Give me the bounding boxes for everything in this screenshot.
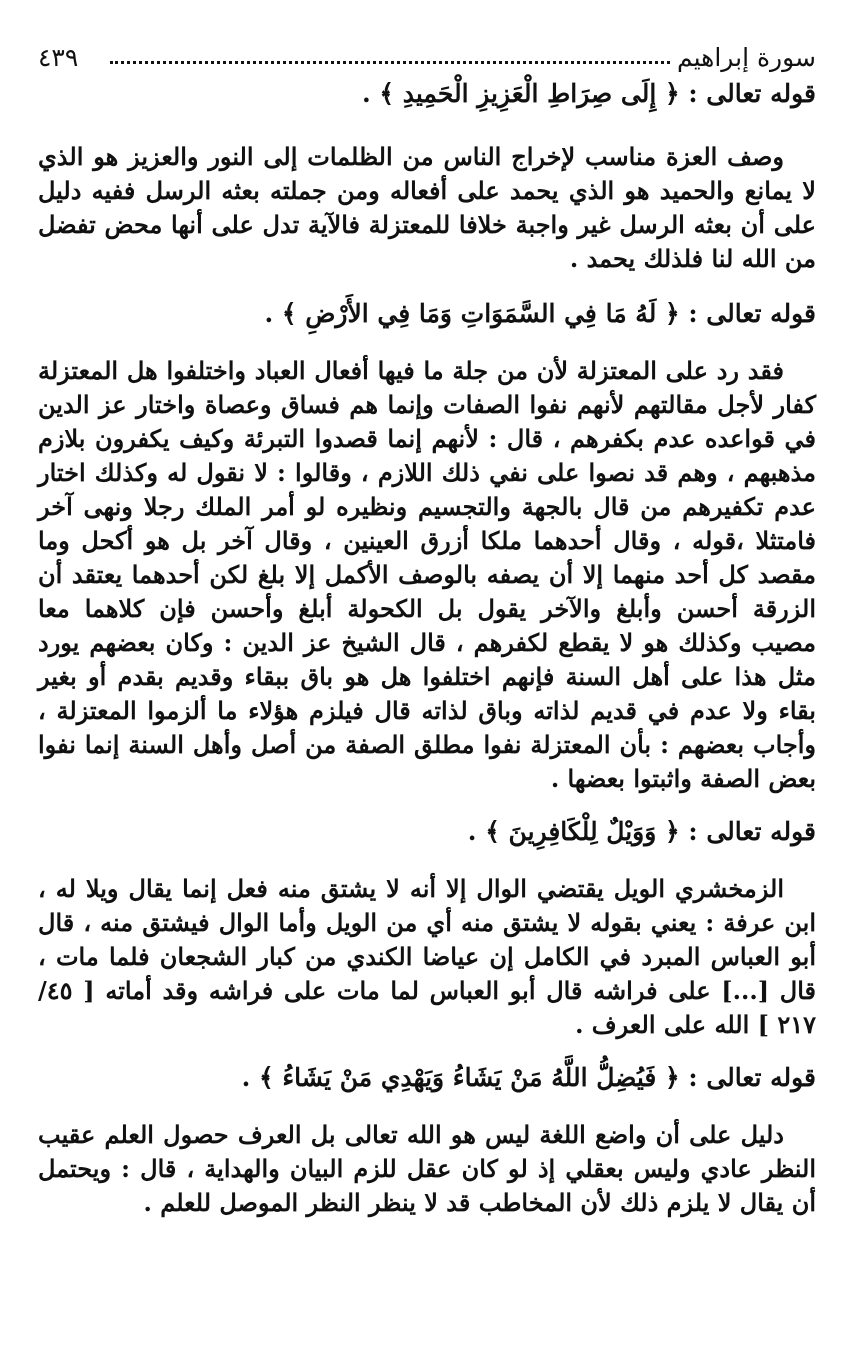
page-number: ٤٣٩ bbox=[38, 43, 79, 72]
verse-heading-2: قوله تعالى : ﴿ لَهُ مَا فِي السَّمَوَاتِ وَمَا فِي الأَرْضِ ﴾ . bbox=[264, 299, 816, 328]
commentary-paragraph-1: وصف العزة مناسب لإخراج الناس من الظلمات إلى النور والعزيز هو الذي لا يمانع والحميد هو الذي يحمد على أفعاله ومن جملته بعثه الرسل ففيه دليل على أن بعثه الرسل غير واجبة خلافا للمعتزلة فالآية تدل على أنها محض تفضل من الله لنا فلذلك يحمد . bbox=[38, 142, 816, 273]
running-header bbox=[38, 40, 816, 76]
commentary-paragraph-2: فقد رد على المعتزلة لأن من جلة ما فيها أفعال العباد واختلفوا هل المعتزلة كفار لأجل مقالتهم لأنهم نفوا الصفات وإنما هم فساق وعصاة واختار عز الدين في قواعده عدم بكفرهم ، قال : لأنهم إنما قصدوا التبرئة وكيف يكفرون بلازم مذهبهم ، وهم قد نصوا على نفي ذلك اللازم ، وقالوا : لا نقول له وكذلك اختار عدم تكفيرهم من قال بالجهة والتجسيم ونظيره لو أمر الملك رجلا ونهى آخر فامتثلا ،قوله ، وقال أحدهما ملكا أزرق العينين ، وقال آخر بل هو أكحل وما مقصد كل أحد منهما إلا أن يصفه بالوصف الأكمل إلا بلغ لكن أحدهما يعتقد أن الزرقة أحسن وأبلغ والآخر يقول بل الكحولة أبلغ وأحسن فإن كلاهما معا مصيب وكذلك هو لا يقطع لكفرهم ، قال الشيخ عز الدين : وكان بعضهم يورد مثل هذا على أهل السنة فإنهم اختلفوا هل هو باق ببقاء وقديم بقدم أو بغير بقاء ولا عدم في قديم لذاته وباق لذاته قال فيلزم هؤلاء ما ألزموا المعتزلة ، وأجاب بعضهم : بأن المعتزلة نفوا مطلق الصفة من أصل وأهل السنة إنما نفوا بعض الصفة واثبتوا بعضها . bbox=[38, 356, 817, 793]
verse-heading-3: قوله تعالى : ﴿ وَوَيْلٌ لِلْكَافِرِينَ ﴾ . bbox=[467, 817, 816, 846]
book-page bbox=[38, 40, 816, 1220]
commentary-paragraph-3: الزمخشري الويل يقتضي الوال إلا أنه لا يشتق منه فعل إنما يقال ويلا له ، ابن عرفة : يعني بقوله لا يشتق منه أي من الويل وأما الوال فيشتق منه ، قال أبو العباس المبرد في الكامل إن عياضا الكندي من كبار الشجعان فلما مات ، قال [...] على فراشه قال أبو العباس لما مات على فراشه وقد أماته [ ٤٥/ ٢١٧ ] الله على العرف . bbox=[38, 874, 816, 1039]
surah-title: سورة إبراهيم bbox=[677, 43, 816, 72]
verse-heading-4: قوله تعالى : ﴿ فَيُضِلُّ اللَّهُ مَنْ يَشَاءُ وَيَهْدِي مَنْ يَشَاءُ ﴾ . bbox=[241, 1063, 816, 1092]
header-dotted-leader bbox=[110, 61, 670, 64]
verse-heading-1: قوله تعالى : ﴿ إِلَى صِرَاطِ الْعَزِيزِ الْحَمِيدِ ﴾ . bbox=[361, 79, 816, 108]
commentary-paragraph-4: دليل على أن واضع اللغة ليس هو الله تعالى بل العرف حصول العلم عقيب النظر عادي وليس بعقلي إذ لو كان عقل للزم البيان والهداية ، قال : ويحتمل أن يقال لا يلزم ذلك لأن المخاطب قد لا ينظر النظر الموصل للعلم . bbox=[38, 1120, 816, 1217]
